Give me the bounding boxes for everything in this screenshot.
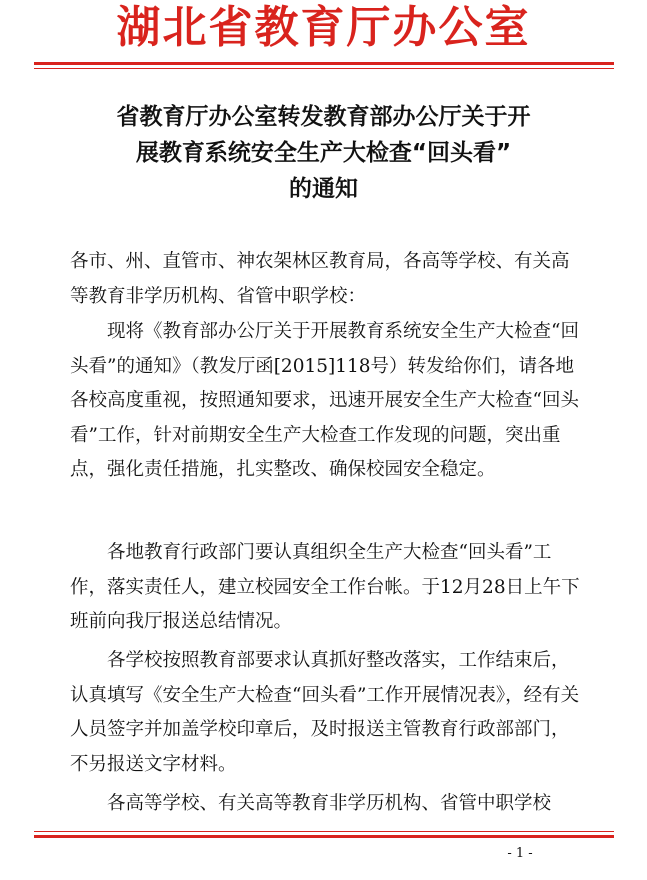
footer-rule-thick [34, 835, 614, 838]
document-title-line-3: 的通知 [289, 176, 358, 202]
footer-rule-thin [34, 831, 614, 832]
letterhead-rule-thin [34, 68, 614, 69]
document-title-line-2: 展教育系统安全生产大检查“回头看” [135, 140, 512, 166]
body-paragraph-1: 现将《教育部办公厅关于开展教育系统安全生产大检查“回头看”的通知》（教发厅函[2015]118号）转发给你们，请各地各校高度重视，按照通知要求，迅速开展安全生产大检查“回头看”工作，针对前期安全生产大检查工作发现的问题，突出重点，强化责任措施，扎实整改、确保校园安全稳定。 [70, 321, 579, 480]
body-paragraph-4: 各高等学校、有关高等教育非学历机构、省管中职学校 [107, 793, 552, 814]
letterhead-title: 湖北省教育厅办公室 [116, 2, 531, 53]
document-title-line-1: 省教育厅办公室转发教育部办公厅关于开 [116, 104, 531, 130]
page-number: - 1 - [507, 846, 533, 861]
addressee: 各市、州、直管市、神农架林区教育局，各高等学校、有关高等教育非学历机构、省管中职学校： [70, 251, 570, 307]
letterhead-rule-thick [34, 62, 614, 65]
body-paragraph-3: 各学校按照教育部要求认真抓好整改落实，工作结束后，认真填写《安全生产大检查“回头看”工作开展情况表》，经有关人员签字并加盖学校印章后，及时报送主管教育行政部部门，不另报送文字材料。 [70, 650, 580, 775]
body-paragraph-2: 各地教育行政部门要认真组织全生产大检查“回头看”工作，落实责任人，建立校园安全工作台帐。于12月28日上午下班前向我厅报送总结情况。 [70, 542, 580, 632]
